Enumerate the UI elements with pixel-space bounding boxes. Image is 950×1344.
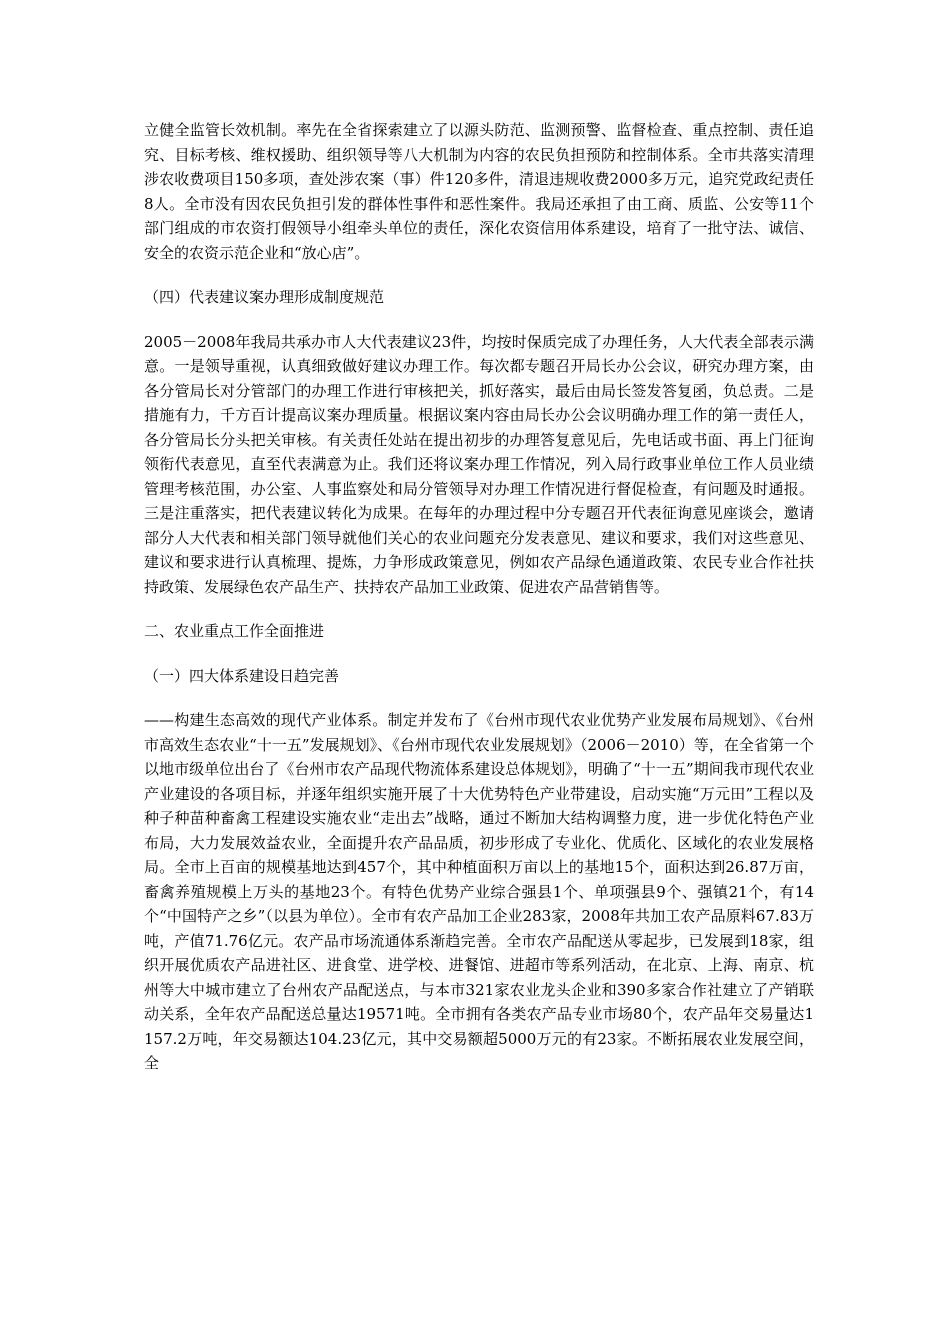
heading-part-2: 二、农业重点工作全面推进 xyxy=(144,622,325,640)
paragraph-industry-system: ——构建生态高效的现代产业体系。制定并发布了《台州市现代农业优势产业发展布局规划》、《台州市高效生态农业“十一五”发展规划》、《台州市现代农业发展规划》（2006－2010）等，在全省第一个以地市级单位出台了《台州市农产品现代物流体系建设总体规划》，明确了“十一五”期间我市现代农业产业建设的各项目标，并逐年组织实施开展了十大优势特色产业带建设，启动实施“万元田”工程以及种子种苗种畜禽工程建设实施农业“走出去”战略，通过不断加大结构调整力度，进一步优化特色产业布局，大力发展效益农业，全面提升农产品品质，初步形成了专业化、优质化、区域化的农业发展格局。全市上百亩的规模基地达到457个，其中种植面积万亩以上的基地15个，面积达到26.87万亩，畜禽养殖规模上万头的基地23个。有特色优势产业综合强县1个、单项强县9个、强镇21个，有14个“中国特产之乡”（以县为单位）。全市有农产品加工企业283家，2008年共加工农产品原料67.83万吨，产值71.76亿元。农产品市场流通体系渐趋完善。全市农产品配送从零起步，已发展到18家，组织开展优质农产品进社区、进食堂、进学校、进餐馆、进超市等系列活动，在北京、上海、南京、杭州等大中城市建立了台州农产品配送点，与本市321家农业龙头企业和390多家合作社建立了产销联动关系，全年农产品配送总量达19571吨。全市拥有各类农产品专业市场80个，农产品年交易量达1157.2万吨，年交易额达104.23亿元，其中交易额超5000万元的有23家。不断拓展农业发展空间，全 xyxy=(144,711,814,1072)
heading-subsection-1: （一）四大体系建设日趋完善 xyxy=(144,666,340,685)
document-page xyxy=(144,118,814,1076)
heading-section-4: （四）代表建议案办理形成制度规范 xyxy=(144,288,385,306)
paragraph-deputy-proposals: 2005－2008年我局共承办市人大代表建议23件，均按时保质完成了办理任务，人大代表全部表示满意。一是领导重视，认真细致做好建议办理工作。每次都专题召开局长办公会议，研究办理方案，由各分管局长对分管部门的办理工作进行审核把关，抓好落实，最后由局长签发答复函，负总责。二是措施有力，千方百计提高议案办理质量。根据议案内容由局长办公会议明确办理工作的第一责任人，各分管局长分头把关审核。有关责任处站在提出初步的办理答复意见后，先电话或书面、再上门征询领衔代表意见，直至代表满意为止。我们还将议案办理工作情况，列入局行政事业单位工作人员业绩管理考核范围，办公室、人事监察处和局分管领导对办理工作情况进行督促检查，有问题及时通报。三是注重落实，把代表建议转化为成果。在每年的办理过程中分专题召开代表征询意见座谈会，邀请部分人大代表和相关部门领导就他们关心的农业问题充分发表意见、建议和要求，我们对这些意见、建议和要求进行认真梳理、提炼，力争形成政策意见，例如农产品绿色通道政策、农民专业合作社扶持政策、发展绿色农产品生产、扶持农产品加工业政策、促进农产品营销售等。 xyxy=(144,332,814,596)
paragraph-supervision-mechanism: 立健全监管长效机制。率先在全省探索建立了以源头防范、监测预警、监督检查、重点控制、责任追究、目标考核、维权援助、组织领导等八大机制为内容的农民负担预防和控制体系。全市共落实清理涉农收费项目150多项，查处涉农案（事）件120多件，清退违规收费2000多万元，追究党政纪责任8人。全市没有因农民负担引发的群体性事件和恶性案件。我局还承担了由工商、质监、公安等11个部门组成的市农资打假领导小组牵头单位的责任，深化农资信用体系建设，培育了一批守法、诚信、安全的农资示范企业和“放心店”。 xyxy=(144,121,814,262)
